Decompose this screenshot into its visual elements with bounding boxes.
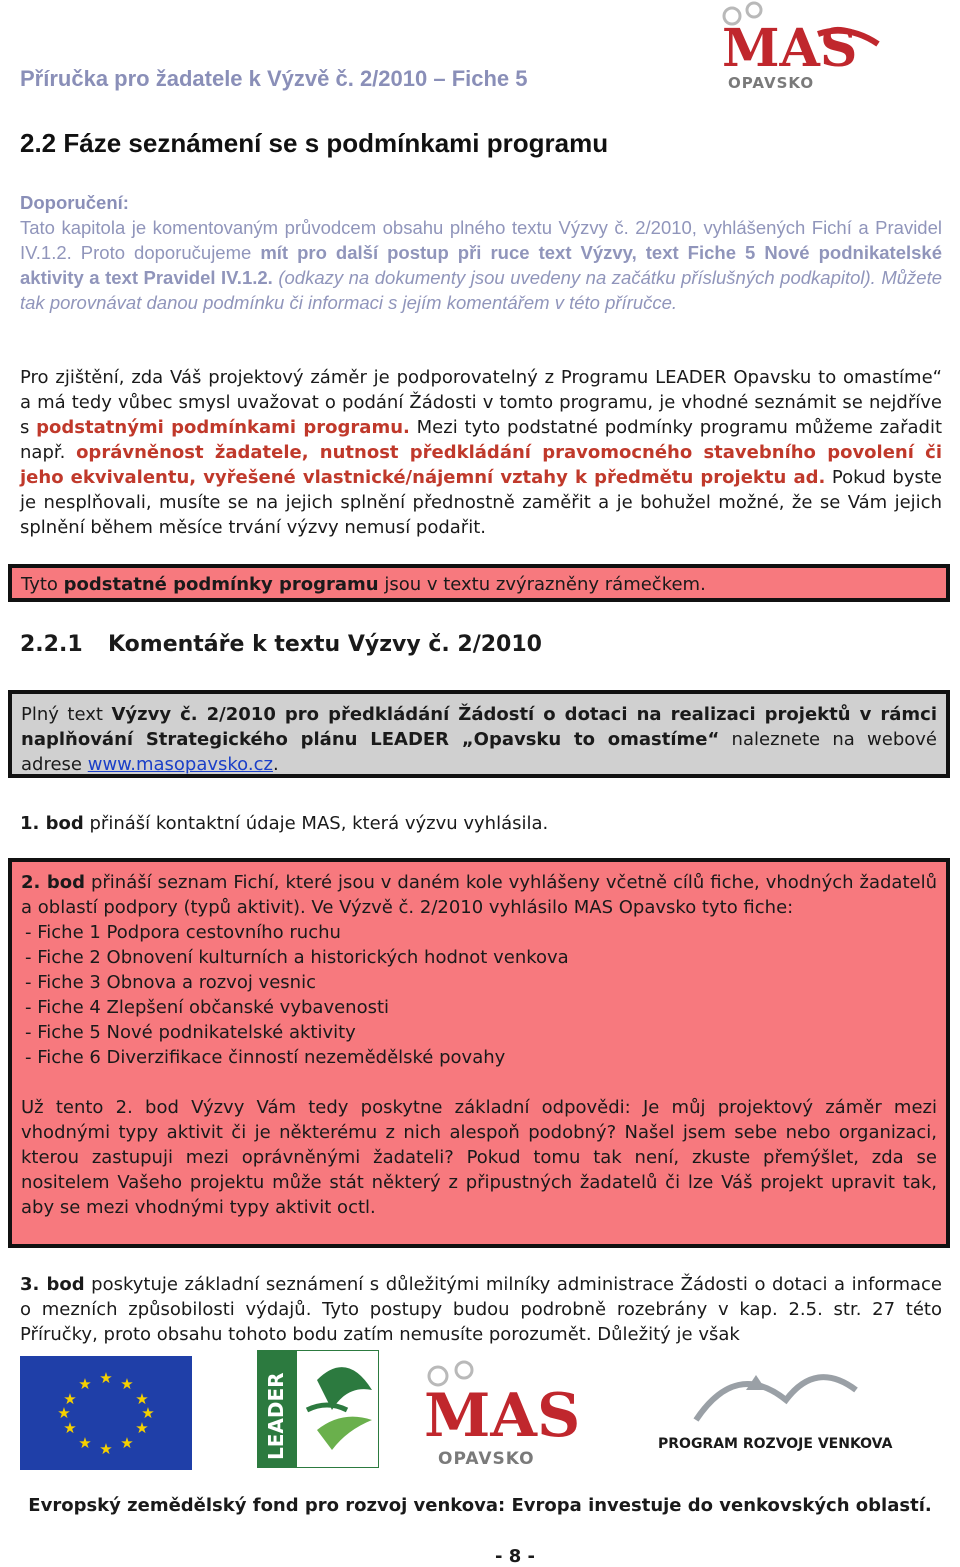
intro-text-2: Mezi tyto podstatné podmínky programu můžeme zařadit např. — [20, 417, 942, 463]
point-3-text: poskytuje základní seznámení s důležitými milníky administrace Žádosti o dotaci a informace o mezních způsobilosti výdajů. Tyto postupy budou podrobně rozebrány v kap. 2.5. str. 27 této Příručky, proto obsahu tohoto bodu zatím nemusíte porozumět. Důležitý je však — [20, 1274, 942, 1345]
point-3 — [20, 1272, 942, 1347]
fiche-list-item: - Fiche 4 Zlepšení občanské vybavenosti — [25, 997, 390, 1018]
gray-text-3: . — [272, 754, 279, 775]
intro-highlight-1: podstatnými podmínkami programu. — [36, 417, 410, 438]
svg-text:MAS: MAS — [424, 1381, 581, 1451]
svg-text:★: ★ — [135, 1390, 149, 1408]
svg-text:★: ★ — [99, 1369, 113, 1387]
subsection-number: 2.2.1 — [20, 632, 83, 657]
recommendation-text-italic: (odkazy na dokumenty jsou uvedeny na začátku příslušných podkapitol). Můžete tak porovnávat danou podmínku či informaci s jejím komentářem v této příručce. — [20, 267, 942, 313]
svg-text:★: ★ — [99, 1440, 113, 1458]
mas-opavsko-logo — [718, 0, 888, 95]
full-text-box — [8, 690, 950, 778]
intro-text-1: Pro zjištění, zda Váš projektový záměr je podporovatelný z Programu LEADER Opavsku to omastíme“ a má tedy vůbec smysl uvažovat o podání Žádosti v tomto programu, je vhodné seznámit se nejdříve s — [20, 367, 942, 438]
point-1 — [20, 811, 942, 836]
svg-text:OPAVSKO: OPAVSKO — [728, 74, 815, 92]
fiche-list-item: - Fiche 1 Podpora cestovního ruchu — [25, 922, 341, 943]
point-2-intro — [21, 870, 937, 920]
point-2-box — [8, 858, 950, 1248]
page-number: - 8 - — [495, 1546, 535, 1567]
point-2-text: přináší seznam Fichí, které jsou v daném kole vyhlášeny včetně cílů fiche, vhodných žadatelů a oblastí podpory (typů aktivit). Ve Výzvě č. 2/2010 vyhlásilo MAS Opavsko tyto fiche: — [21, 872, 937, 918]
intro-highlight-2: oprávněnost žadatele, nutnost předkládání pravomocného stavebního povolení či jeho ekvivalentu, vyřešené vlastnické/nájemní vztahy k předmětu projektu ad. — [20, 442, 943, 488]
note-box — [8, 564, 950, 602]
note-text-1: Tyto — [21, 574, 64, 595]
point-2-closing: Už tento 2. bod Výzvy Vám tedy poskytne základní odpovědi: Je můj projektový záměr mezi vhodnými typy aktivit či je některému z nich alespoň podobný? Našel jsem sebe nebo organizaci, kterou zastupuji mezi oprávněnými žadateli? Pokud tomu tak není, zkuste přemýšlet, zda se nositelem Vašeho projektu může stát některý z připustných žadatelů či lze Váš projekt upravit tak, aby se mezi vhodnými typy aktivit octl. — [21, 1097, 937, 1218]
subsection-heading — [20, 632, 542, 657]
svg-text:★: ★ — [120, 1375, 134, 1393]
fiche-list-item: - Fiche 5 Nové podnikatelské aktivity — [25, 1022, 356, 1043]
fiche-list-item: - Fiche 6 Diverzifikace činností nezemědělské povahy — [25, 1047, 506, 1068]
footer-note: Evropský zemědělský fond pro rozvoj venkova: Evropa investuje do venkovských oblastí. — [28, 1495, 932, 1516]
point-2-label: 2. bod — [21, 872, 86, 893]
website-link[interactable]: www.masopavsko.cz — [87, 754, 273, 775]
recommendation-text-1: Tato kapitola je komentovaným průvodcem obsahu plného textu Výzvy č. 2/2010, vyhlášených Fichí a Pravidel IV.1.2. Proto doporučujeme — [20, 217, 942, 263]
svg-text:★: ★ — [63, 1390, 77, 1408]
svg-text:★: ★ — [141, 1404, 155, 1422]
eu-flag-logo — [20, 1356, 192, 1470]
gray-text-2: naleznete na webové adrese — [21, 729, 937, 775]
fiche-list-item: - Fiche 3 Obnova a rozvoj vesnic — [25, 972, 316, 993]
svg-text:★: ★ — [63, 1419, 77, 1437]
svg-text:OPAVSKO: OPAVSKO — [438, 1449, 535, 1469]
point-1-text: přináší kontaktní údaje MAS, která výzvu vyhlásila. — [83, 813, 549, 834]
recommendation-label: Doporučení: — [20, 192, 129, 213]
note-text-2: jsou v textu zvýrazněny rámečkem. — [378, 574, 706, 595]
subsection-title: Komentáře k textu Výzvy č. 2/2010 — [108, 632, 542, 657]
svg-text:PROGRAM ROZVOJE VENKOVA: PROGRAM ROZVOJE VENKOVA — [658, 1436, 893, 1452]
point-1-label: 1. bod — [20, 813, 84, 834]
prv-logo — [636, 1350, 932, 1470]
intro-paragraph — [20, 365, 942, 540]
mas-opavsko-footer-logo — [418, 1360, 608, 1470]
recommendation-block — [20, 190, 942, 315]
section-title: 2.2 Fáze seznámení se s podmínkami programu — [20, 128, 609, 158]
svg-text:MAS: MAS — [722, 18, 858, 79]
svg-text:LEADER: LEADER — [264, 1372, 288, 1460]
svg-text:★: ★ — [57, 1404, 71, 1422]
intro-text-3: Pokud byste je nesplňovali, musíte se na jejich splnění přednostně zaměřit a je bohužel možné, že se Vám jejich splnění během měsíce trvání výzvy nemusí podařit. — [20, 467, 943, 538]
leader-logo — [257, 1350, 379, 1468]
svg-text:★: ★ — [78, 1434, 92, 1452]
fiche-list-item: - Fiche 2 Obnovení kulturních a historických hodnot venkova — [25, 947, 569, 968]
svg-text:★: ★ — [135, 1419, 149, 1437]
note-text-bold: podstatné podmínky programu — [63, 574, 379, 595]
gray-text-bold: Výzvy č. 2/2010 pro předkládání Žádostí o dotaci na realizaci projektů v rámci naplňování Strategického plánu LEADER „Opavsku to omastíme“ — [21, 704, 937, 750]
recommendation-text-bold: mít pro další postup při ruce text Výzvy, text Fiche 5 Nové podnikatelské aktivity a text Pravidel IV.1.2. — [20, 242, 942, 288]
svg-text:★: ★ — [78, 1375, 92, 1393]
document-header-title: Příručka pro žadatele k Výzvě č. 2/2010 – Fiche 5 — [20, 66, 528, 91]
point-3-label: 3. bod — [20, 1274, 85, 1295]
gray-text-1: Plný text — [21, 704, 112, 725]
svg-text:★: ★ — [120, 1434, 134, 1452]
